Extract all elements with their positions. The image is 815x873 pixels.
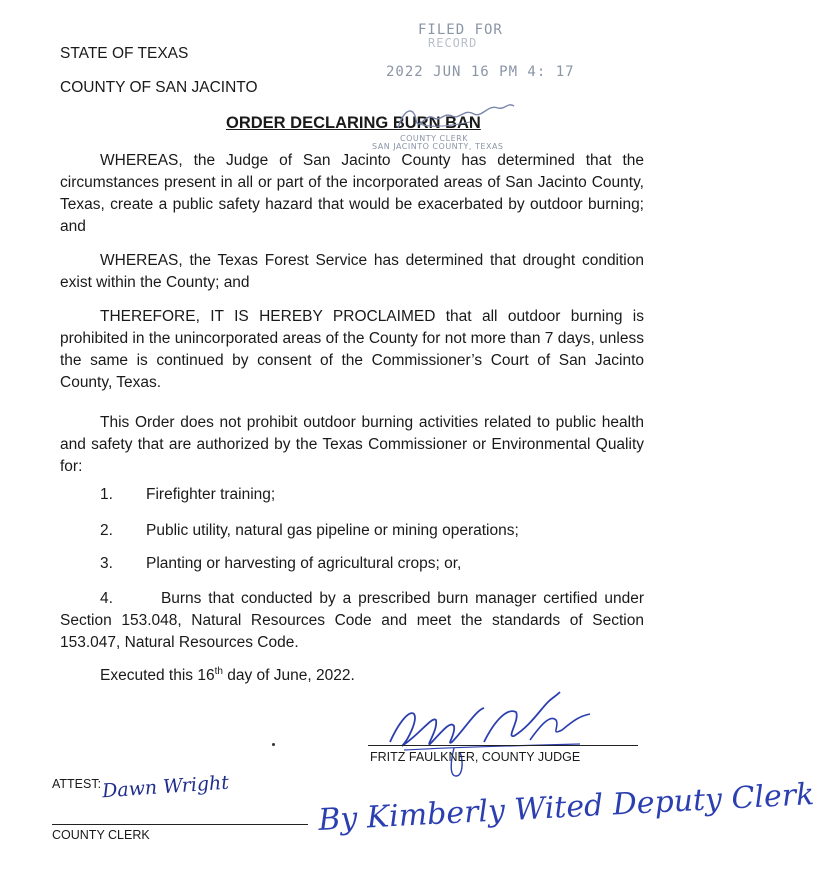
- clerk-signature: Dawn Wright: [101, 771, 230, 803]
- list-text: Burns that conducted by a prescribed burn manager certified under Section 153.048, Natural Resources Code and meet the standards of Section 153.047, Natural Resources Code.: [60, 590, 644, 651]
- county-line: COUNTY OF SAN JACINTO: [60, 79, 258, 96]
- list-number: 2.: [100, 522, 113, 539]
- record-stamp: RECORD: [428, 36, 478, 50]
- judge-signature-line: [368, 745, 638, 746]
- stamp-county-clerk: COUNTY CLERK: [400, 134, 468, 143]
- whereas-paragraph-2: WHEREAS, the Texas Forest Service has determined that drought condition exist within the County; and: [60, 252, 644, 291]
- whereas-paragraph-1: WHEREAS, the Judge of San Jacinto County has determined that the circumstances present in all or part of the incorporated areas of San Jacinto County, Texas, create a public safety hazard that would be exacerbated by outdoor burning; and: [60, 152, 644, 235]
- clerk-signature-line: [52, 824, 308, 825]
- attest-label: ATTEST:: [52, 777, 102, 791]
- judge-caption: FRITZ FAULKNER, COUNTY JUDGE: [370, 750, 581, 764]
- list-text: Public utility, natural gas pipeline or mining operations;: [146, 522, 519, 539]
- judge-signature: [380, 690, 600, 780]
- filed-for-stamp: FILED FOR: [418, 22, 503, 38]
- list-item: [60, 588, 644, 654]
- list-number: 4.: [100, 590, 113, 607]
- list-number: 1.: [100, 486, 113, 503]
- stray-mark: [272, 743, 275, 746]
- state-line: STATE OF TEXAS: [60, 45, 189, 62]
- therefore-paragraph: THEREFORE, IT IS HEREBY PROCLAIMED that all outdoor burning is prohibited in the unincorporated areas of the County for not more than 7 days, unless the same is continued by consent of the Commissioner’s Court of San Jacinto County, Texas.: [60, 308, 644, 391]
- deputy-clerk-signature: By Kimberly Wited Deputy Clerk: [317, 777, 815, 838]
- executed-line: [100, 666, 355, 685]
- executed-ordinal: th: [214, 666, 223, 677]
- stamp-county-name: SAN JACINTO COUNTY, TEXAS: [372, 142, 504, 151]
- stamp-date: 2022 JUN 16 PM 4: 17: [386, 64, 575, 80]
- list-text: Planting or harvesting of agricultural crops; or,: [146, 555, 462, 572]
- list-number: 3.: [100, 555, 113, 572]
- stamp-clerk-signature: [390, 98, 520, 138]
- executed-suffix: day of June, 2022.: [222, 667, 355, 685]
- clerk-caption: COUNTY CLERK: [52, 828, 150, 842]
- page-title: ORDER DECLARING BURN BAN: [226, 114, 481, 132]
- exception-paragraph: This Order does not prohibit outdoor burning activities related to public health and safety that are authorized by the Texas Commissioner or Environmental Quality for:: [60, 414, 644, 475]
- executed-prefix: Executed this 16: [100, 667, 215, 685]
- list-text: Firefighter training;: [146, 486, 276, 503]
